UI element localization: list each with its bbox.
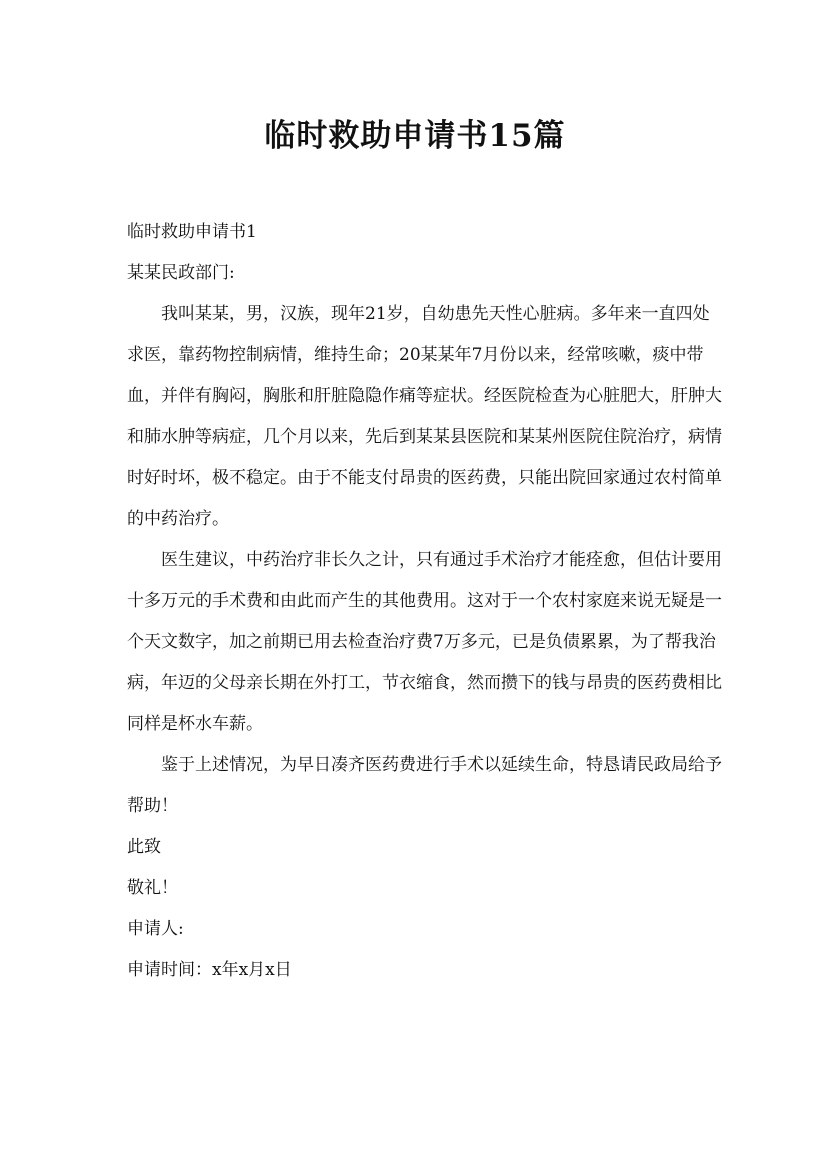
- paragraph-line: 同样是杯水车薪。: [127, 714, 263, 734]
- paragraph-line: 的中药治疗。: [127, 509, 229, 529]
- applicant-label: 申请人:: [127, 919, 184, 939]
- paragraph-line: 个天文数字，加之前期已用去检查治疗费7万多元，已是负债累累，为了帮我治: [127, 632, 716, 652]
- application-date: 申请时间：x年x月x日: [127, 960, 292, 980]
- paragraph-1: [127, 299, 722, 534]
- paragraph-line: 时好时坏，极不稳定。由于不能支付昂贵的医药费，只能出院回家通过农村简单: [127, 468, 722, 488]
- paragraph-line: 和肺水肿等病症，几个月以来，先后到某某县医院和某某州医院住院治疗，病情: [127, 427, 722, 447]
- page-title: 临时救助申请书15篇: [264, 118, 566, 154]
- paragraph-3: [127, 750, 722, 821]
- paragraph-line: 我叫某某，男，汉族，现年21岁，自幼患先天性心脏病。多年来一直四处: [161, 304, 710, 324]
- paragraph-line: 十多万元的手术费和由此而产生的其他费用。这对于一个农村家庭来说无疑是一: [127, 591, 722, 611]
- paragraph-line: 医生建议，中药治疗非长久之计，只有通过手术治疗才能痊愈，但估计要用: [161, 550, 722, 570]
- paragraph-line: 帮助！: [127, 796, 178, 816]
- salutation: 某某民政部门:: [127, 263, 235, 283]
- closing-line-1: 此致: [127, 837, 161, 857]
- paragraph-line: 求医，靠药物控制病情，维持生命；20某某年7月份以来，经常咳嗽，痰中带: [127, 345, 704, 365]
- closing-line-2: 敬礼！: [127, 878, 178, 898]
- paragraph-2: [127, 545, 722, 739]
- paragraph-line: 血，并伴有胸闷，胸胀和肝脏隐隐作痛等症状。经医院检查为心脏肥大，肝肿大: [127, 386, 722, 406]
- section-heading: 临时救助申请书1: [127, 222, 257, 242]
- document-body: [127, 217, 722, 996]
- paragraph-line: 病，年迈的父母亲长期在外打工，节衣缩食，然而攒下的钱与昂贵的医药费相比: [127, 673, 722, 693]
- paragraph-line: 鉴于上述情况，为早日凑齐医药费进行手术以延续生命，特恳请民政局给予: [161, 755, 722, 775]
